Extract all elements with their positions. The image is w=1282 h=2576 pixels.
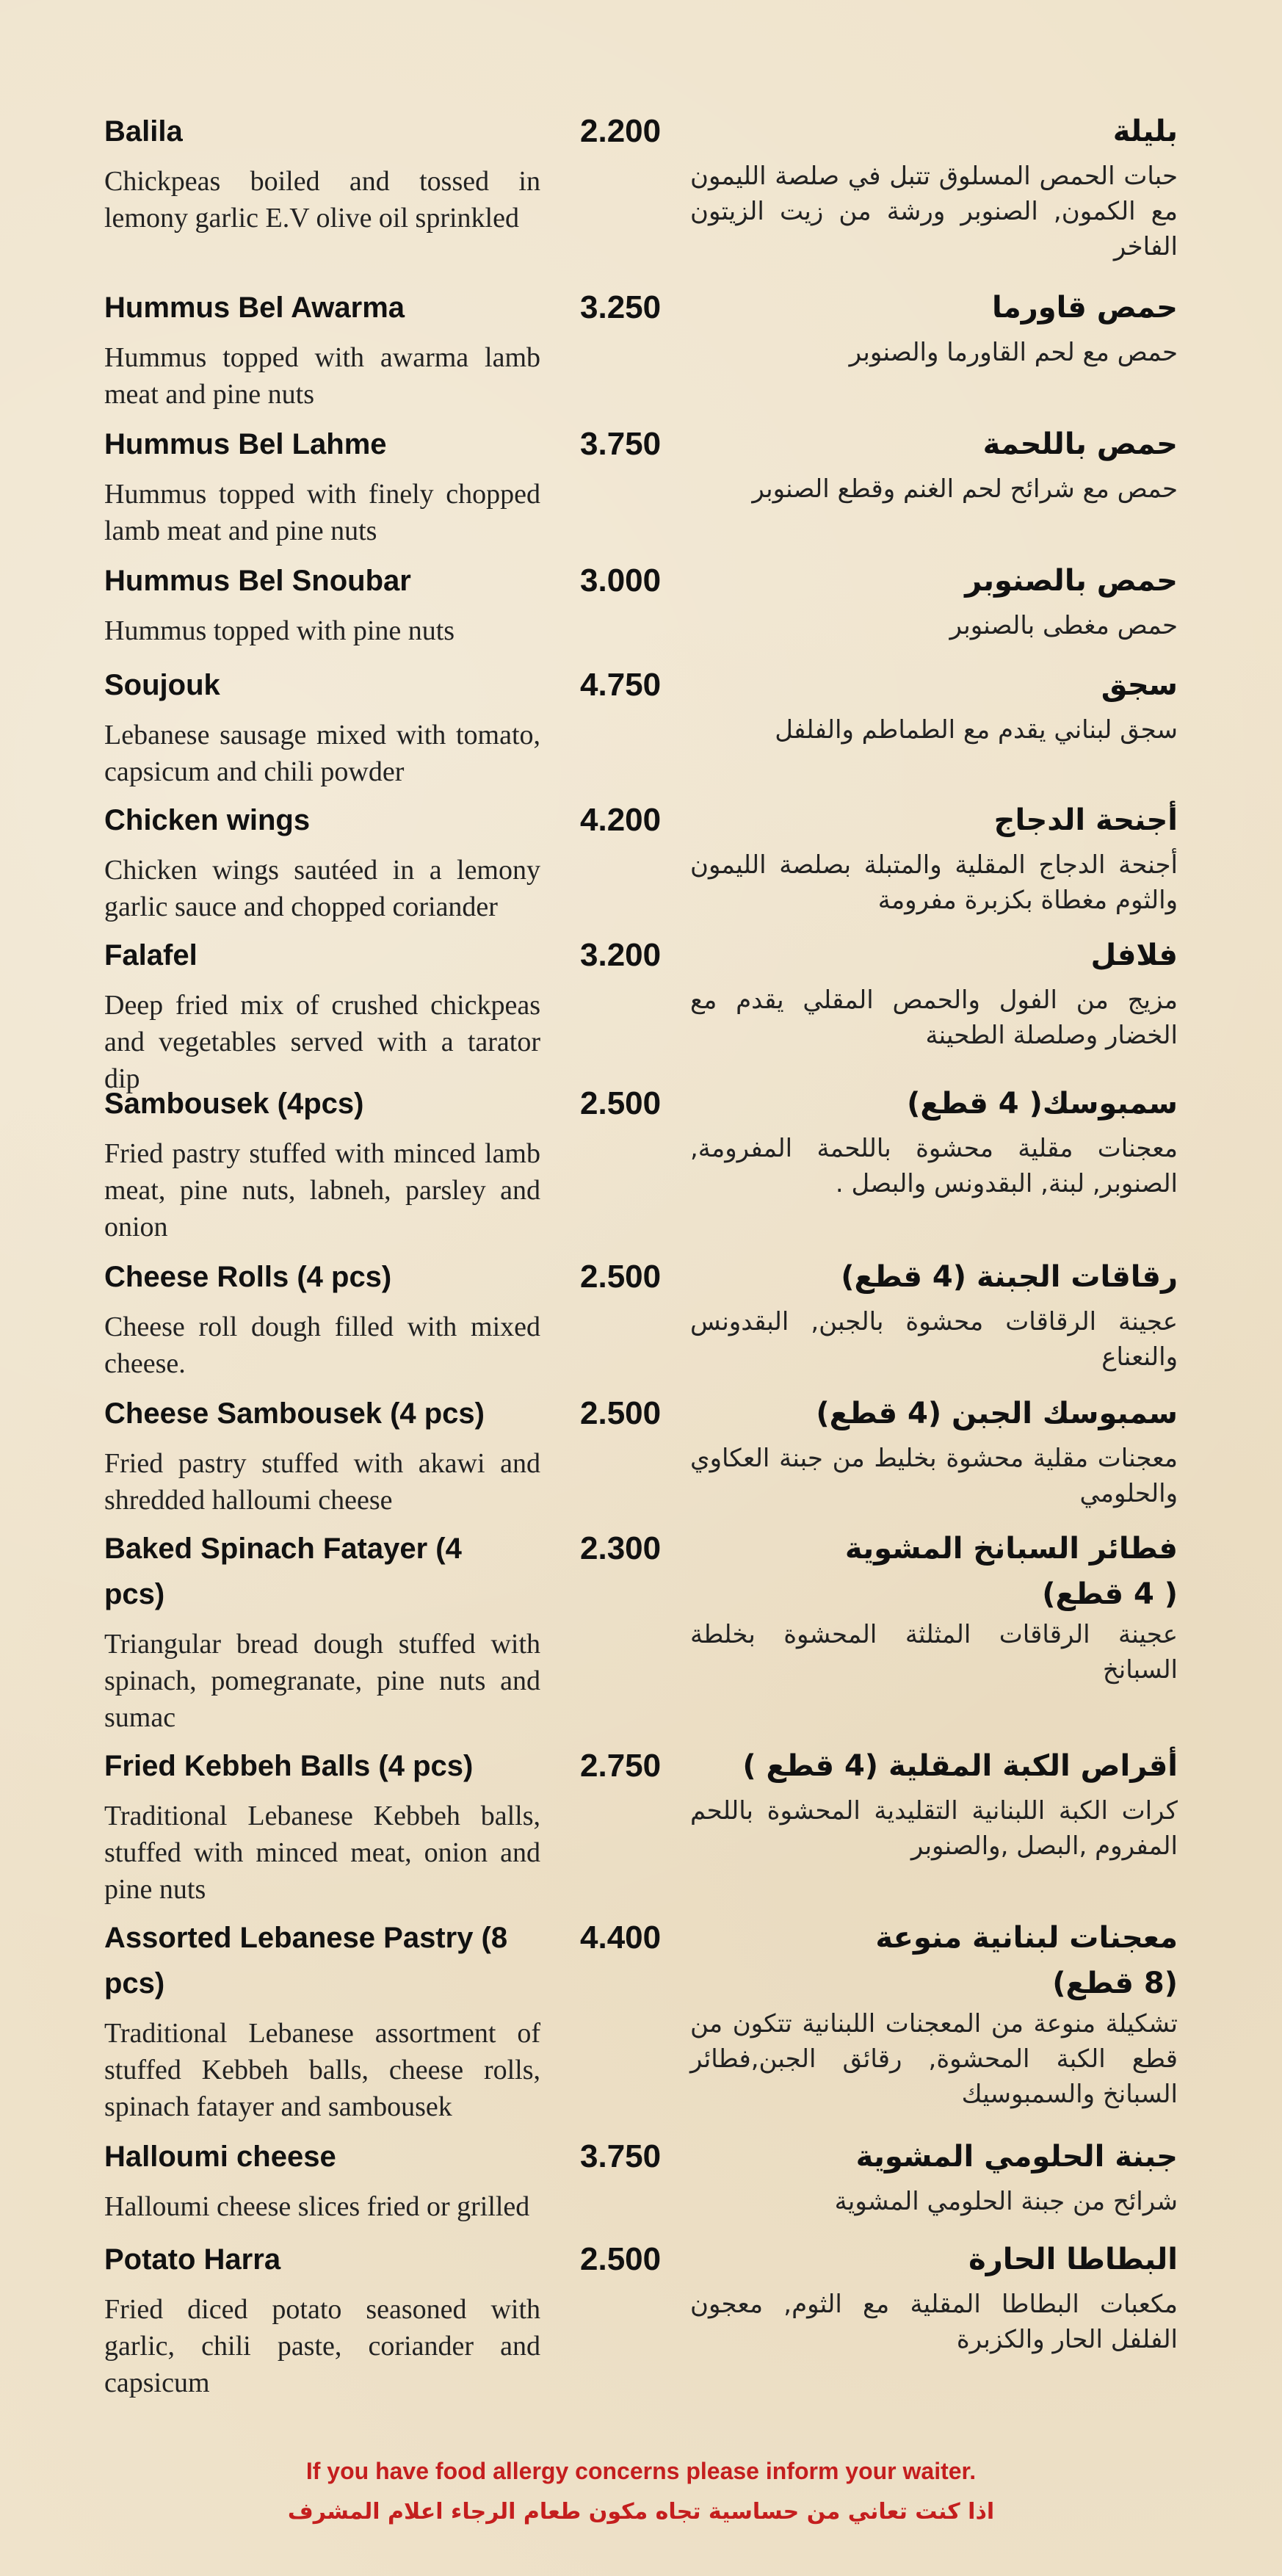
item-desc-en: Fried pastry stuffed with akawi and shredded halloumi cheese	[104, 1448, 540, 1516]
item-name-en: Hummus Bel Lahme	[104, 428, 387, 460]
item-name-en: Soujouk	[104, 669, 220, 701]
item-desc-en: Chickpeas boiled and tossed in lemony garlic E.V olive oil sprinkled	[104, 166, 540, 234]
item-desc-ar: كرات الكبة اللبنانية التقليدية المحشوة باللحم المفروم ,البصل ,والصنوبر	[690, 1796, 1178, 1861]
item-name-ar: فلافل	[1090, 938, 1178, 972]
item-name-en: Chicken wings	[104, 804, 311, 836]
item-name-ar: بليلة	[1112, 115, 1178, 148]
item-price: 2.500	[580, 1085, 662, 1121]
item-price: 2.500	[580, 2241, 662, 2277]
item-desc-en: Hummus topped with awarma lamb meat and pine nuts	[104, 342, 540, 410]
item-desc-en: Fried pastry stuffed with minced lamb meat, pine nuts, labneh, parsley and onion	[104, 1138, 540, 1242]
item-name-en: Cheese Sambousek (4 pcs)	[104, 1397, 485, 1430]
item-price: 4.200	[580, 802, 662, 838]
item-price: 2.200	[580, 113, 662, 149]
item-name-en: Sambousek (4pcs)	[104, 1088, 364, 1120]
item-name-en: Balila	[104, 115, 183, 148]
item-name-ar: سمبوسك( 4 قطع)	[907, 1087, 1178, 1121]
item-desc-ar: حمص مع لحم القاورما والصنوبر	[849, 338, 1178, 367]
item-desc-en: Lebanese sausage mixed with tomato, capsicum and chili powder	[104, 720, 540, 787]
item-desc-ar: أجنحة الدجاج المقلية والمتبلة بصلصة الليمون والثوم مغطاة بكزبرة مفرومة	[690, 850, 1178, 915]
item-name-ar: حمص قاورما	[991, 291, 1178, 325]
item-desc-ar: مكعبات البطاطا المقلية مع الثوم, معجون الفلفل الحار والكزبرة	[690, 2290, 1178, 2354]
item-desc-en: Deep fried mix of crushed chickpeas and vegetables served with a tarator dip	[104, 990, 540, 1094]
item-desc-en: Hummus topped with finely chopped lamb meat and pine nuts	[104, 479, 540, 546]
item-desc-ar: شرائح من جبنة الحلومي المشوية	[834, 2187, 1178, 2216]
item-desc-ar: تشكيلة منوعة من المعجنات اللبنانية تتكون من قطع الكبة المحشوة, رقائق الجبن,فطائر السبانخ والسمبوسيك	[690, 2009, 1178, 2109]
item-name-ar: سجق	[1101, 668, 1178, 702]
item-name-en: Potato Harra	[104, 2243, 281, 2276]
item-desc-ar: حمص مغطى بالصنوبر	[949, 611, 1178, 640]
item-name-ar: أقراص الكبة المقلية (4 قطع )	[742, 1749, 1178, 1783]
item-desc-en: Traditional Lebanese Kebbeh balls, stuffed with minced meat, onion and pine nuts	[104, 1801, 540, 1905]
item-name-ar: حمص باللحمة	[982, 427, 1178, 461]
item-name-en: Falafel	[104, 939, 198, 972]
item-name-ar: جبنة الحلومي المشوية	[855, 2140, 1178, 2174]
allergy-notice-en: If you have food allergy concerns please inform your waiter.	[305, 2458, 977, 2484]
item-desc-en: Halloumi cheese slices fried or grilled	[104, 2191, 530, 2222]
item-desc-ar: عجينة الرقاقات محشوة بالجبن, البقدونس والنعناع	[690, 1307, 1178, 1372]
item-price: 3.000	[580, 562, 662, 598]
item-desc-ar: حبات الحمص المسلوق تتبل في صلصة الليمون مع الكمون, الصنوبر ورشة من زيت الزيتون الفاخر	[690, 162, 1178, 261]
item-price: 4.400	[580, 1920, 662, 1955]
item-price: 2.500	[580, 1259, 662, 1295]
item-desc-en: Fried diced potato seasoned with garlic, chili paste, coriander and capsicum	[104, 2294, 540, 2398]
item-name-ar: رقاقات الجبنة (4 قطع)	[841, 1260, 1178, 1294]
item-desc-ar: معجنات مقلية محشوة بخليط من جبنة العكاوي والحلومي	[690, 1444, 1178, 1508]
item-desc-en: Hummus topped with pine nuts	[104, 615, 455, 646]
item-name-en: Hummus Bel Snoubar	[104, 565, 411, 597]
item-price: 4.750	[580, 667, 662, 703]
item-price: 3.200	[580, 937, 662, 973]
item-name-ar: البطاطا الحارة	[968, 2243, 1178, 2276]
item-price: 3.750	[580, 426, 662, 462]
item-desc-ar: سجق لبناني يقدم مع الطماطم والفلفل	[775, 715, 1178, 745]
item-name-en: Cheese Rolls (4 pcs)	[104, 1261, 392, 1293]
item-name-en: Halloumi cheese	[104, 2141, 336, 2173]
item-name-ar: حمص بالصنوبر	[965, 564, 1178, 598]
item-desc-en: Triangular bread dough stuffed with spinach, pomegranate, pine nuts and sumac	[104, 1629, 540, 1733]
item-name-ar: فطائر السبانخ المشوية ( 4 قطع)	[844, 1532, 1178, 1611]
item-price: 2.500	[580, 1395, 662, 1431]
item-desc-ar: معجنات مقلية محشوة باللحمة المفرومة, الصنوبر, لبنة, البقدونس والبصل .	[690, 1134, 1178, 1198]
item-desc-en: Chicken wings sautéed in a lemony garlic sauce and chopped coriander	[104, 855, 540, 922]
item-desc-ar: مزيج من الفول والحمص المقلي يقدم مع الخضار وصلصلة الطحينة	[690, 985, 1178, 1050]
item-name-ar: سمبوسك الجبن (4 قطع)	[816, 1397, 1178, 1430]
item-name-ar: أجنحة الدجاج	[993, 803, 1178, 837]
item-desc-ar: حمص مع شرائح لحم الغنم وقطع الصنوبر	[752, 474, 1178, 504]
item-desc-en: Traditional Lebanese assortment of stuffed Kebbeh balls, cheese rolls, spinach fatayer and sambousek	[104, 2018, 540, 2122]
item-desc-en: Cheese roll dough filled with mixed cheese.	[104, 1311, 540, 1379]
item-name-en: Fried Kebbeh Balls (4 pcs)	[104, 1750, 474, 1782]
item-price: 3.750	[580, 2138, 662, 2174]
item-name-en: Baked Spinach Fatayer (4 pcs)	[104, 1533, 462, 1610]
item-name-en: Assorted Lebanese Pastry (8 pcs)	[104, 1922, 508, 2000]
item-desc-ar: عجينة الرقاقات المثلثة المحشوة بخلطة السبانخ	[690, 1620, 1178, 1685]
item-price: 2.300	[580, 1530, 662, 1566]
allergy-notice-ar: اذا كنت تعاني من حساسية تجاه مكون طعام الرجاء اعلام المشرف	[287, 2499, 995, 2525]
item-price: 3.250	[580, 289, 662, 325]
item-name-ar: معجنات لبنانية منوعة (8 قطع)	[875, 1921, 1178, 2000]
item-name-en: Hummus Bel Awarma	[104, 292, 405, 324]
item-price: 2.750	[580, 1748, 662, 1784]
